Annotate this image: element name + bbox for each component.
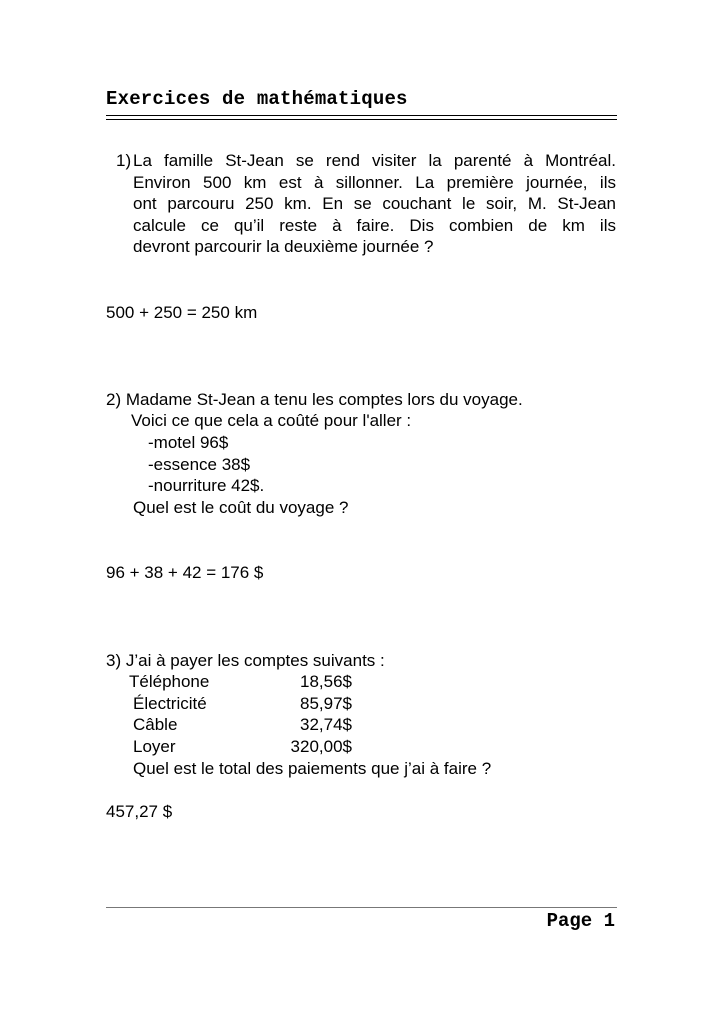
question-1-text: [133, 150, 616, 258]
page-title: Exercices de mathématiques: [106, 88, 408, 110]
question-2-item: -motel 96$: [148, 433, 229, 452]
footer-rule: [106, 907, 617, 908]
question-2-answer: 96 + 38 + 42 = 176 $: [106, 563, 264, 582]
question-1-answer: 500 + 250 = 250 km: [106, 303, 258, 322]
question-3-answer: 457,27 $: [106, 802, 173, 821]
question-1-line: devront parcourir la deuxième journée ?: [133, 237, 434, 257]
bill-label: Téléphone: [129, 672, 210, 691]
page-number: Page 1: [546, 910, 615, 932]
question-1-line: La famille St-Jean se rend visiter la parenté à Montréal.: [133, 151, 616, 170]
question-1-line: calcule ce qu’il reste à faire. Dis combien de km ils: [133, 215, 616, 235]
bill-amount: 18,56$: [300, 672, 352, 691]
bill-amount: 85,97$: [300, 694, 352, 713]
question-3-question: Quel est le total des paiements que j’ai à faire ?: [133, 759, 492, 778]
header-rule-thick: [106, 115, 617, 116]
bill-label: Loyer: [133, 737, 176, 756]
question-1-line: ont parcouru 250 km. En se couchant le soir, M. St-Jean: [133, 194, 616, 214]
header-rule-thin: [106, 119, 617, 120]
question-1-number: 1): [116, 151, 132, 170]
question-3-intro: 3) J’ai à payer les comptes suivants :: [106, 651, 385, 670]
bill-label: Câble: [133, 715, 178, 734]
question-2-line: Voici ce que cela a coûté pour l'aller :: [131, 411, 412, 430]
bill-amount: 32,74$: [300, 715, 352, 734]
bill-amount: 320,00$: [290, 737, 352, 756]
question-2-question: Quel est le coût du voyage ?: [133, 498, 349, 517]
question-2-item: -essence 38$: [148, 455, 251, 474]
question-2-intro: 2) Madame St-Jean a tenu les comptes lors du voyage.: [106, 390, 523, 409]
question-1-line: Environ 500 km est à sillonner. La première journée, ils: [133, 172, 616, 192]
bill-label: Électricité: [133, 694, 207, 713]
question-2-item: -nourriture 42$.: [148, 476, 265, 495]
